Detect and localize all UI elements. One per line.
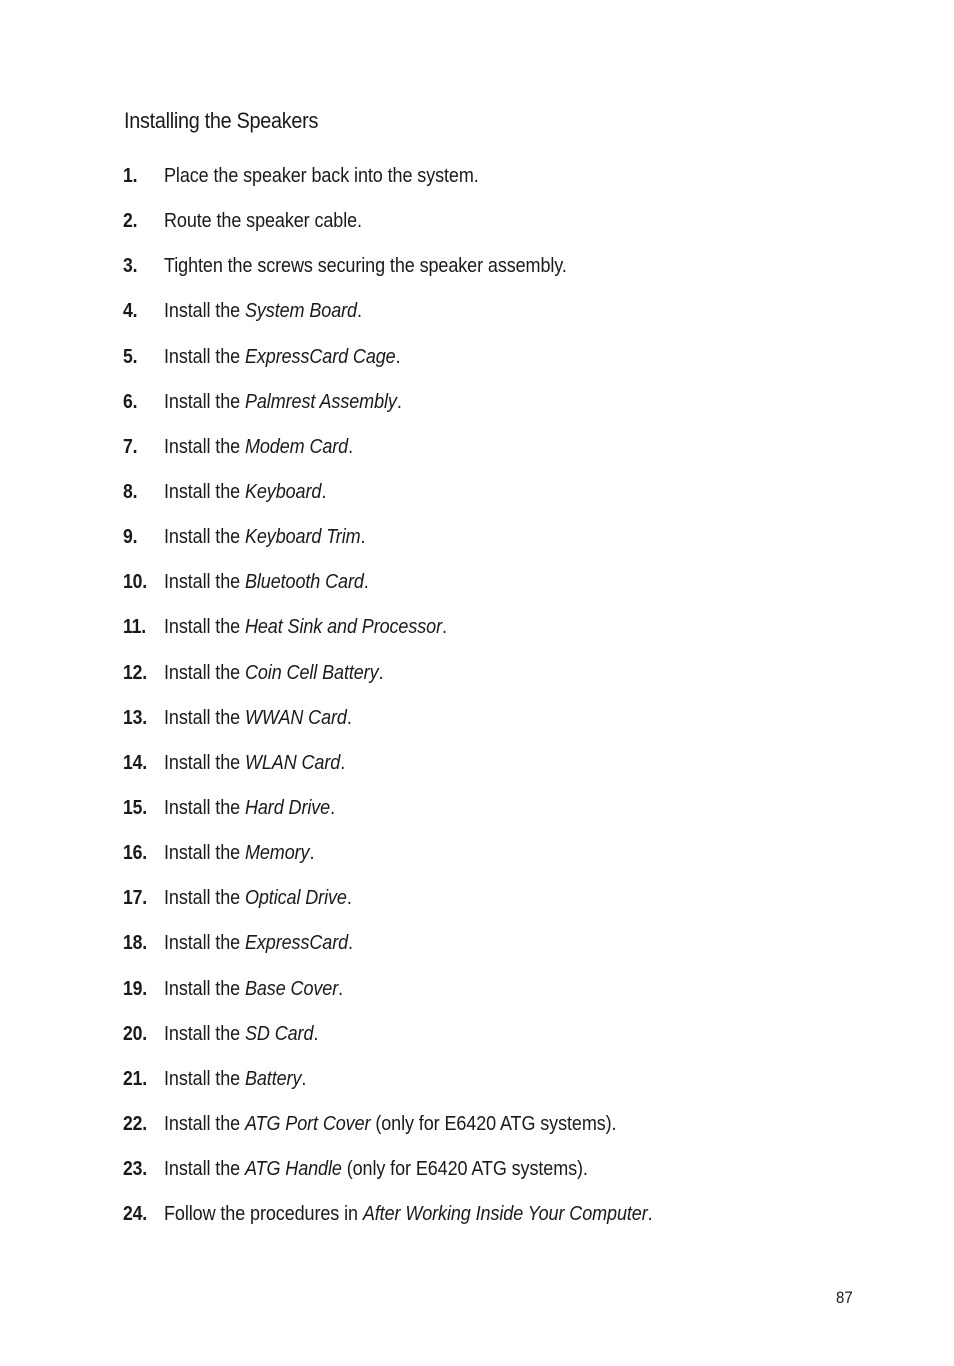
step-text-after: .	[309, 842, 315, 865]
step-number: 20.	[123, 1022, 147, 1045]
step-text	[164, 978, 343, 1001]
step-number: 8.	[123, 480, 138, 503]
step-link[interactable]: Modem Card	[244, 435, 349, 458]
step-link[interactable]: Heat Sink and Processor	[244, 616, 443, 639]
step-number: 10.	[123, 571, 147, 594]
step-link[interactable]: ExpressCard Cage	[244, 345, 396, 368]
step-text-after: .	[346, 706, 352, 729]
step-text-before: Install the	[164, 1112, 245, 1135]
step-text-after: .	[378, 661, 384, 684]
step-item	[0, 569, 954, 614]
step-text	[164, 210, 362, 233]
step-number: 15.	[123, 796, 147, 819]
step-text-before: Tighten the screws securing the speaker assembly.	[164, 255, 567, 278]
step-text-after: .	[346, 887, 352, 910]
step-link[interactable]: Hard Drive	[244, 796, 331, 819]
step-text-after: .	[330, 796, 336, 819]
step-text	[164, 526, 365, 549]
step-number: 12.	[123, 661, 147, 684]
step-number: 17.	[123, 887, 147, 910]
step-text	[164, 571, 369, 594]
step-text-before: Install the	[164, 842, 245, 865]
step-item	[0, 389, 954, 434]
step-number: 5.	[123, 345, 138, 368]
step-text-before: Install the	[164, 751, 245, 774]
step-item	[0, 750, 954, 795]
step-item	[0, 840, 954, 885]
step-text-after: .	[360, 526, 366, 549]
step-text	[164, 842, 314, 865]
step-text	[164, 1068, 306, 1091]
step-text-before: Install the	[164, 300, 245, 323]
step-item	[0, 885, 954, 930]
step-text-after: .	[395, 345, 401, 368]
step-text-before: Follow the procedures in	[164, 1203, 363, 1226]
step-link[interactable]: System Board	[244, 300, 357, 323]
step-text-after: .	[396, 390, 402, 413]
step-number: 9.	[123, 526, 138, 549]
step-text	[164, 1023, 318, 1046]
step-text-before: Install the	[164, 616, 245, 639]
step-text	[164, 1158, 588, 1181]
step-text-before: Install the	[164, 887, 245, 910]
step-item	[0, 930, 954, 975]
step-link[interactable]: Memory	[244, 842, 310, 865]
step-number: 19.	[123, 977, 147, 1000]
step-item	[0, 298, 954, 343]
step-number: 21.	[123, 1067, 147, 1090]
step-text-before: Install the	[164, 1158, 245, 1181]
step-text	[164, 1203, 653, 1226]
step-text-after: .	[338, 977, 344, 1000]
step-item	[0, 976, 954, 1021]
step-text-after: .	[313, 1022, 319, 1045]
step-link[interactable]: Battery	[244, 1067, 302, 1090]
step-link[interactable]: ATG Handle	[244, 1158, 342, 1181]
step-text	[164, 932, 353, 955]
step-text-after: .	[647, 1203, 653, 1226]
step-item	[0, 1111, 954, 1156]
step-text-after: .	[363, 571, 369, 594]
step-text	[164, 165, 479, 188]
step-text-before: Install the	[164, 932, 245, 955]
step-text-after: .	[348, 932, 353, 955]
step-text-after: (only for E6420 ATG systems).	[341, 1158, 588, 1181]
step-number: 18.	[123, 932, 147, 955]
step-link[interactable]: Bluetooth Card	[244, 571, 364, 594]
step-text-before: Install the	[164, 706, 245, 729]
step-item	[0, 1066, 954, 1111]
step-number: 11.	[123, 616, 146, 639]
step-link[interactable]: ATG Port Cover	[244, 1112, 371, 1135]
step-text	[164, 616, 447, 639]
step-text	[164, 707, 352, 730]
step-item	[0, 795, 954, 840]
step-number: 23.	[123, 1158, 147, 1181]
step-number: 14.	[123, 751, 147, 774]
step-text-after: .	[321, 480, 327, 503]
step-text-before: Install the	[164, 1067, 245, 1090]
step-text-before: Install the	[164, 480, 245, 503]
step-text-before: Install the	[164, 526, 245, 549]
step-item	[0, 1156, 954, 1201]
step-number: 7.	[123, 435, 138, 458]
step-text	[164, 255, 567, 278]
step-text-before: Place the speaker back into the system.	[164, 165, 479, 187]
step-text	[164, 887, 352, 910]
step-link[interactable]: SD Card	[244, 1022, 314, 1045]
step-text-after: .	[301, 1067, 307, 1090]
step-number: 22.	[123, 1112, 147, 1135]
step-item	[0, 614, 954, 659]
step-link[interactable]: Keyboard	[244, 480, 322, 503]
step-item	[0, 253, 954, 298]
step-text	[164, 391, 402, 414]
step-text	[164, 752, 345, 775]
page-number: 87	[836, 1288, 853, 1307]
step-text-before: Route the speaker cable.	[164, 210, 362, 233]
step-link[interactable]: After Working Inside Your Computer	[362, 1203, 648, 1226]
step-text-before: Install the	[164, 796, 245, 819]
step-link[interactable]: Base Cover	[244, 977, 339, 1000]
step-text-before: Install the	[164, 345, 245, 368]
step-text-after: .	[340, 751, 346, 774]
step-text	[164, 346, 401, 369]
step-number: 3.	[123, 255, 138, 278]
step-link[interactable]: WLAN Card	[244, 751, 341, 774]
step-item	[0, 705, 954, 750]
section-heading: Installing the Speakers	[124, 108, 319, 133]
step-link[interactable]: WWAN Card	[244, 706, 347, 729]
step-item	[0, 434, 954, 479]
step-text-before: Install the	[164, 1022, 245, 1045]
step-text	[164, 300, 362, 323]
step-number: 24.	[123, 1203, 147, 1226]
step-text-before: Install the	[164, 435, 245, 458]
step-number: 2.	[123, 210, 138, 233]
step-number: 13.	[123, 706, 147, 729]
step-item	[0, 163, 954, 208]
step-link[interactable]: Palmrest Assembly	[244, 390, 397, 413]
step-text-after: .	[442, 616, 447, 639]
step-text	[164, 436, 353, 459]
step-text	[164, 1113, 616, 1136]
step-number: 4.	[123, 300, 138, 323]
step-link[interactable]: Coin Cell Battery	[244, 661, 379, 684]
step-link[interactable]: Optical Drive	[244, 887, 347, 910]
step-text-after: (only for E6420 ATG systems).	[370, 1112, 617, 1135]
step-link[interactable]: Keyboard Trim	[244, 526, 361, 549]
step-text	[164, 662, 383, 685]
step-number: 6.	[123, 390, 138, 413]
step-text-before: Install the	[164, 571, 245, 594]
step-link[interactable]: ExpressCard	[244, 932, 349, 955]
step-item	[0, 660, 954, 705]
step-item	[0, 479, 954, 524]
step-number: 16.	[123, 842, 147, 865]
steps-list	[0, 163, 954, 1246]
step-text-after: .	[356, 300, 362, 323]
step-text	[164, 481, 326, 504]
step-number: 1.	[123, 165, 138, 187]
step-text-before: Install the	[164, 661, 245, 684]
step-text-before: Install the	[164, 390, 245, 413]
step-text-before: Install the	[164, 977, 245, 1000]
step-item	[0, 1201, 954, 1246]
step-item	[0, 1021, 954, 1066]
step-text	[164, 797, 335, 820]
step-text-after: .	[348, 435, 354, 458]
step-item	[0, 208, 954, 253]
step-item	[0, 524, 954, 569]
step-item	[0, 344, 954, 389]
